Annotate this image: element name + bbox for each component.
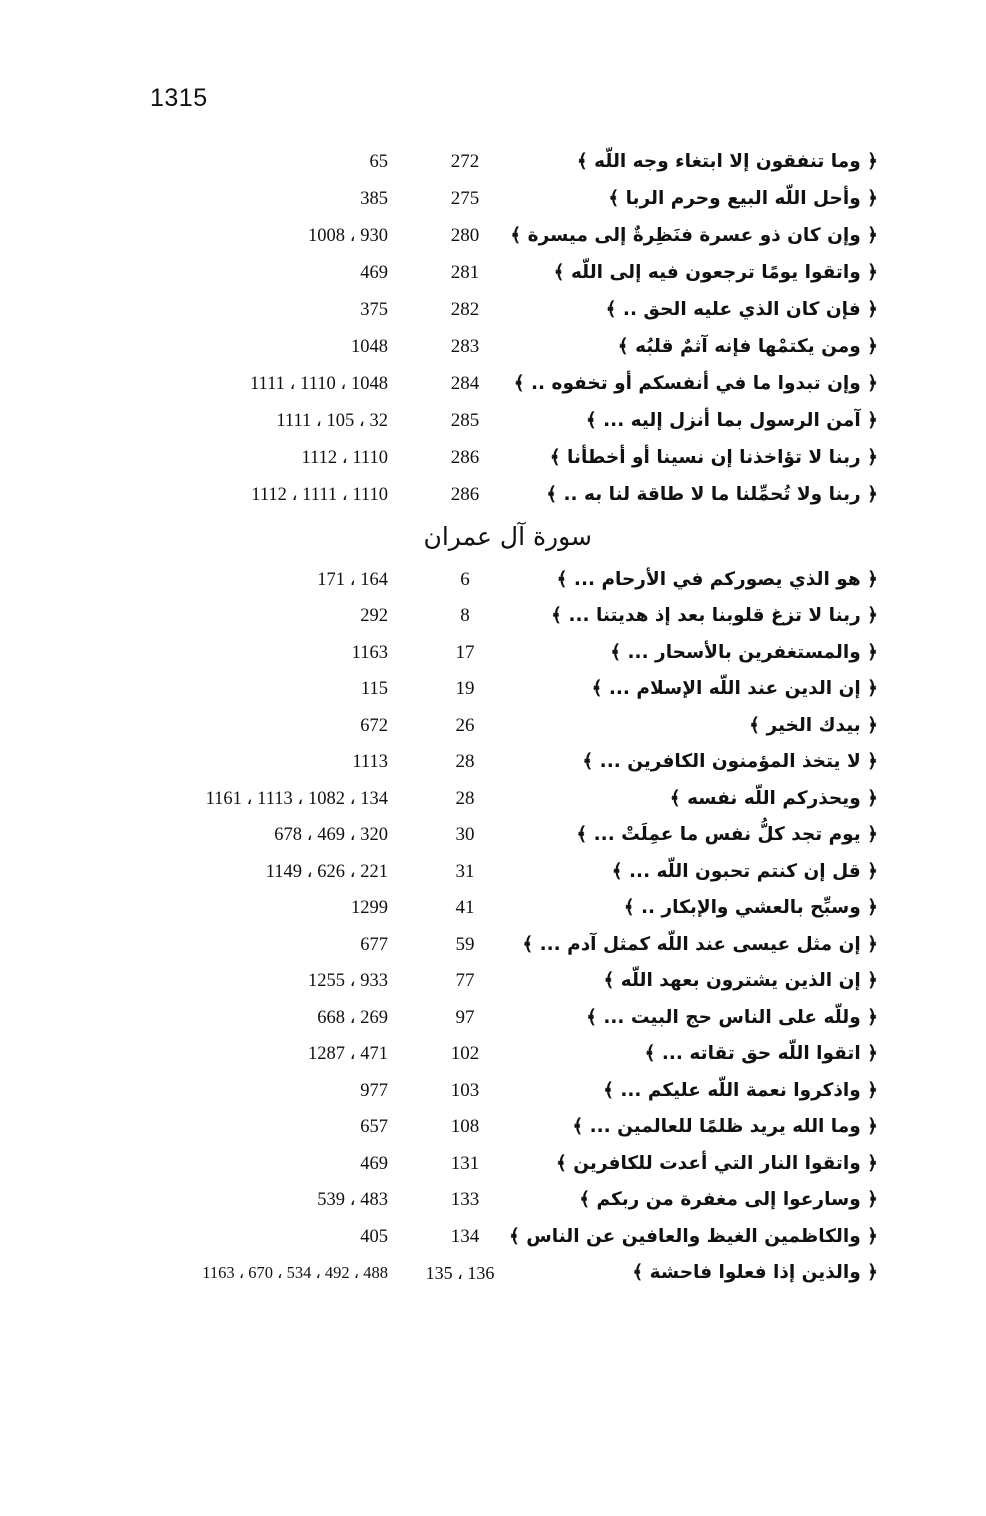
verse-text: ﴿ وما الله يريد ظلمًا للعالمين ... ﴾ — [572, 1116, 878, 1137]
verse-text: ﴿ والكاظمين الغيظ والعافين عن الناس ﴾ — [508, 1226, 878, 1247]
index-row — [0, 1220, 986, 1256]
ayah-number: 77 — [455, 970, 475, 991]
index-row — [0, 709, 986, 745]
index-row — [0, 782, 986, 818]
page-references: 292 — [360, 606, 388, 626]
ayah-number: 286 — [450, 447, 480, 468]
index-row — [0, 367, 986, 403]
ayah-number: 281 — [450, 262, 480, 283]
ayah-number: 31 — [455, 861, 475, 882]
ayah-number: 102 — [450, 1043, 480, 1064]
verse-text: ﴿ ومن يكتمْها فإنه آثمٌ قلبُه ﴾ — [617, 336, 878, 357]
index-row — [0, 330, 986, 366]
index-row — [0, 563, 986, 599]
ayah-number: 284 — [450, 373, 480, 394]
index-row — [0, 441, 986, 477]
verse-text: ﴿ ربنا لا تؤاخذنا إن نسينا أو أخطأنا ﴾ — [549, 447, 878, 468]
page-references: 483 ، 539 — [317, 1190, 388, 1210]
verse-text: ﴿ والذين إذا فعلوا فاحشة ﴾ — [632, 1262, 878, 1283]
verse-text: ﴿ يوم تجد كلُّ نفس ما عمِلَتْ ... ﴾ — [576, 824, 878, 845]
verse-text: ﴿ اتقوا اللّه حق تقاته ... ﴾ — [644, 1043, 878, 1064]
verse-text: ﴿ واتقوا يومًا ترجعون فيه إلى اللّه ﴾ — [553, 262, 878, 283]
verse-text: ﴿ وما تنفقون إلا ابتغاء وجه اللّه ﴾ — [576, 151, 878, 172]
ayah-number: 285 — [450, 410, 480, 431]
page-references: 1299 — [351, 898, 388, 918]
index-row — [0, 293, 986, 329]
verse-text: ﴿ وسبِّح بالعشي والإبكار .. ﴾ — [623, 897, 878, 918]
verse-text: ﴿ قل إن كنتم تحبون اللّه ... ﴾ — [611, 861, 878, 882]
index-row — [0, 745, 986, 781]
ayah-number: 26 — [455, 715, 475, 736]
ayah-number: 41 — [455, 897, 475, 918]
index-row — [0, 891, 986, 927]
surah-heading: سورة آل عمران — [423, 522, 592, 551]
index-row — [0, 1183, 986, 1219]
page-references: 672 — [360, 716, 388, 736]
page-references: 471 ، 1287 — [308, 1044, 388, 1064]
verse-text: ﴿ فإن كان الذي عليه الحق .. ﴾ — [605, 299, 878, 320]
verse-text: ﴿ آمن الرسول بما أنزل إليه ... ﴾ — [585, 410, 878, 431]
index-row — [0, 1110, 986, 1146]
index-row — [0, 928, 986, 964]
index-row — [0, 478, 986, 514]
ayah-number: 272 — [450, 151, 480, 172]
ayah-number: 28 — [455, 788, 475, 809]
verse-text: ﴿ وللّه على الناس حج البيت ... ﴾ — [586, 1007, 878, 1028]
page-references: 977 — [360, 1081, 388, 1101]
page-references: 677 — [360, 935, 388, 955]
index-row — [0, 256, 986, 292]
ayah-number: 108 — [450, 1116, 480, 1137]
page-references: 221 ، 626 ، 1149 — [265, 862, 388, 882]
verse-text: ﴿ وإن تبدوا ما في أنفسكم أو تخفوه .. ﴾ — [513, 373, 878, 394]
verse-text: ﴿ وأحل اللّه البيع وحرم الربا ﴾ — [608, 188, 878, 209]
page-references: 1110 ، 1112 — [301, 448, 388, 468]
ayah-number: 97 — [455, 1007, 475, 1028]
index-row — [0, 636, 986, 672]
verse-text: ﴿ إن مثل عيسى عند اللّه كمثل آدم ... ﴾ — [522, 934, 878, 955]
ayah-number: 19 — [455, 678, 475, 699]
ayah-number: 280 — [450, 225, 480, 246]
index-row — [0, 1074, 986, 1110]
verse-text: ﴿ ويحذركم اللّه نفسه ﴾ — [669, 788, 878, 809]
ayah-number: 135 ، 136 — [425, 1263, 495, 1283]
verse-text: ﴿ والمستغفرين بالأسحار ... ﴾ — [610, 642, 878, 663]
index-row — [0, 599, 986, 635]
index-row — [0, 145, 986, 181]
ayah-number: 275 — [450, 188, 480, 209]
page-references: 1113 — [352, 752, 388, 772]
page-references: 488 ، 492 ، 534 ، 670 ، 1163 — [202, 1263, 388, 1282]
page-references: 469 — [360, 1154, 388, 1174]
page-references: 115 — [360, 679, 388, 699]
verse-text: ﴿ إن الدين عند اللّه الإسلام ... ﴾ — [591, 678, 878, 699]
page-references: 164 ، 171 — [317, 570, 388, 590]
page-references: 1163 — [351, 643, 388, 663]
verse-text: ﴿ واذكروا نعمة اللّه عليكم ... ﴾ — [603, 1080, 878, 1101]
verse-text: ﴿ ربنا لا تزغ قلوبنا بعد إذ هديتنا ... ﴾ — [551, 605, 878, 626]
index-row — [0, 964, 986, 1000]
ayah-number: 8 — [460, 605, 470, 626]
ayah-number: 103 — [450, 1080, 480, 1101]
index-row — [0, 219, 986, 255]
ayah-number: 6 — [460, 569, 470, 590]
verse-text: ﴿ إن الذين يشترون بعهد اللّه ﴾ — [603, 970, 878, 991]
verse-text: ﴿ واتقوا النار التي أعدت للكافرين ﴾ — [555, 1153, 878, 1174]
ayah-number: 131 — [450, 1153, 480, 1174]
page-references: 385 — [360, 189, 388, 209]
index-row — [0, 404, 986, 440]
ayah-number: 17 — [455, 642, 475, 663]
index-row — [0, 1147, 986, 1183]
index-row — [0, 1001, 986, 1037]
verse-text: ﴿ لا يتخذ المؤمنون الكافرين ... ﴾ — [582, 751, 878, 772]
ayah-number: 59 — [455, 934, 475, 955]
page-references: 1110 ، 1111 ، 1112 — [251, 485, 388, 505]
ayah-number: 134 — [450, 1226, 480, 1247]
index-row — [0, 672, 986, 708]
index-row — [0, 1037, 986, 1073]
page-references: 1048 ، 1110 ، 1111 — [249, 374, 388, 394]
page-references: 134 ، 1082 ، 1113 ، 1161 — [205, 789, 388, 809]
page-references: 405 — [360, 1227, 388, 1247]
index-row — [0, 818, 986, 854]
index-row — [0, 1256, 986, 1292]
verse-text: ﴿ بيدك الخير ﴾ — [749, 715, 878, 736]
index-row — [0, 182, 986, 218]
ayah-number: 133 — [450, 1189, 480, 1210]
ayah-number: 286 — [450, 484, 480, 505]
ayah-number: 28 — [455, 751, 475, 772]
index-row — [0, 855, 986, 891]
page-references: 32 ، 105 ، 1111 — [276, 411, 388, 431]
page-references: 65 — [369, 152, 388, 172]
ayah-number: 282 — [450, 299, 480, 320]
page-references: 375 — [360, 300, 388, 320]
page-number: 1315 — [150, 84, 208, 112]
verse-text: ﴿ وإن كان ذو عسرة فنَظِرةٌ إلى ميسرة ﴾ — [510, 225, 878, 246]
verse-text: ﴿ وسارعوا إلى مغفرة من ربكم ﴾ — [579, 1189, 878, 1210]
page-references: 933 ، 1255 — [308, 971, 388, 991]
page-references: 1048 — [351, 337, 388, 357]
page-references: 269 ، 668 — [317, 1008, 388, 1028]
page-references: 657 — [360, 1117, 388, 1137]
verse-text: ﴿ ربنا ولا تُحمِّلنا ما لا طاقة لنا به .. ﴾ — [546, 484, 878, 505]
page-references: 930 ، 1008 — [308, 226, 388, 246]
page-references: 320 ، 469 ، 678 — [274, 825, 388, 845]
page-references: 469 — [360, 263, 388, 283]
ayah-number: 283 — [450, 336, 480, 357]
verse-text: ﴿ هو الذي يصوركم في الأرحام ... ﴾ — [556, 569, 878, 590]
ayah-number: 30 — [455, 824, 475, 845]
